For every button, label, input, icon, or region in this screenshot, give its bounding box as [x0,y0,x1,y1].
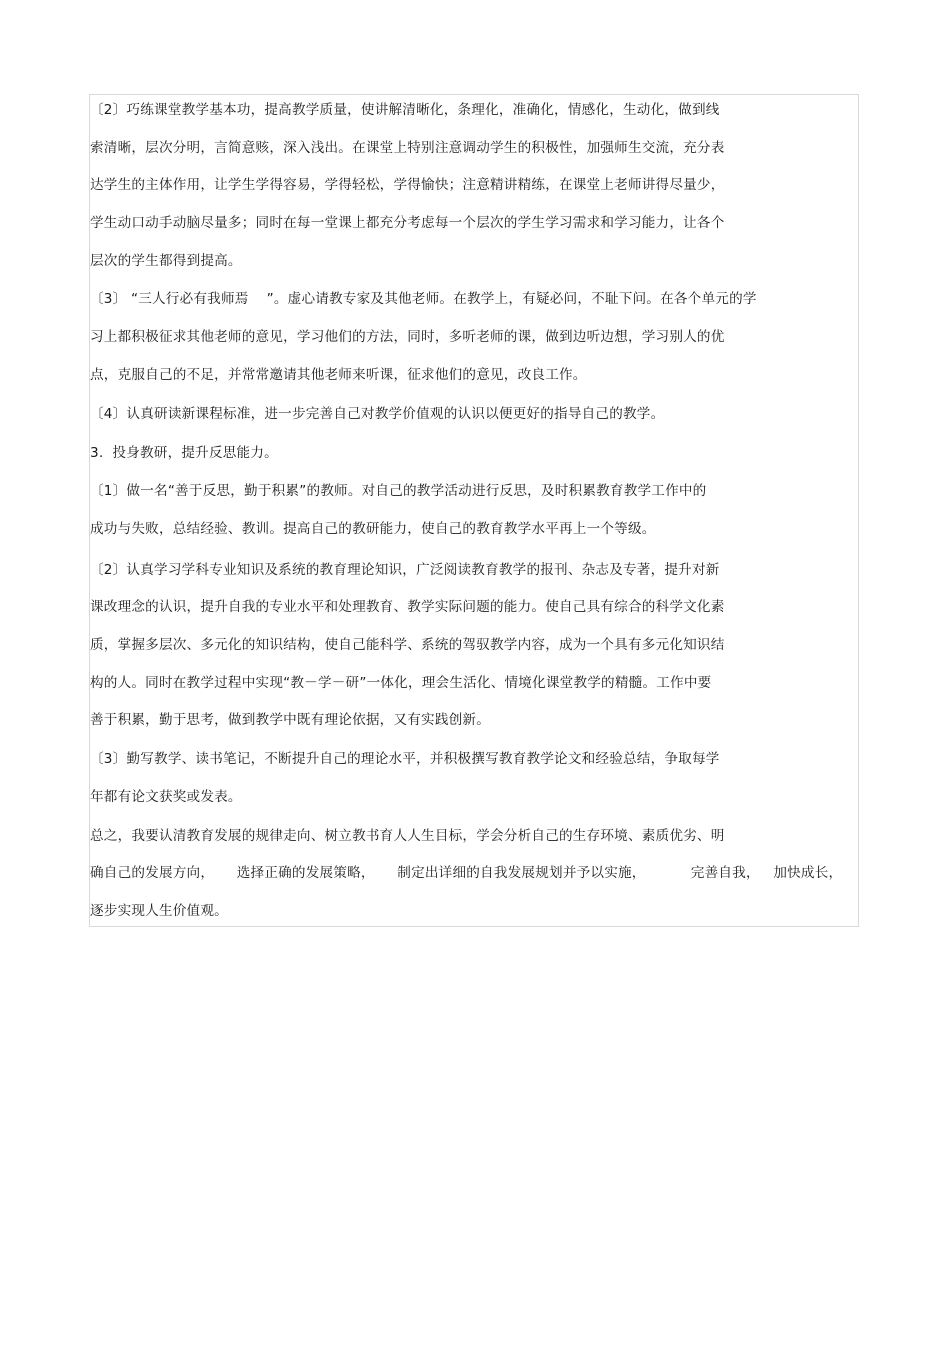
text-line: 〔3〕勤写教学、读书笔记，不断提升自己的理论水平，并积极撰写教育教学论文和经验总结，争取每学 [90,751,720,767]
text-line: 质，掌握多层次、多元化的知识结构，使自己能科学、系统的驾驭教学内容，成为一个具有多元化知识结 [90,637,725,653]
text-line: 课改理念的认识，提升自我的专业水平和处理教育、教学实际问题的能力。使自己具有综合的科学文化素 [90,599,725,615]
text-line: 〔2〕认真学习学科专业知识及系统的教育理论知识，广泛阅读教育教学的报刊、杂志及专著，提升对新 [90,562,720,578]
text-line: 3. 投身教研，提升反思能力。 [90,445,278,461]
text-line: 成功与失败，总结经验、教训。提高自己的教研能力，使自己的教育教学水平再上一个等级。 [90,521,656,537]
text-line: 年都有论文获奖或发表。 [90,789,242,805]
text-line: 点，克服自己的不足，并常常邀请其他老师来听课，征求他们的意见，改良工作。 [90,367,587,383]
text-line: 索清晰，层次分明，言简意赅，深入浅出。在课堂上特别注意调动学生的积极性，加强师生交流，充分表 [90,140,725,156]
text-line: 〔2〕巧练课堂教学基本功，提高教学质量，使讲解清晰化，条理化，准确化，情感化，生动化，做到线 [90,102,720,118]
text-line: 逐步实现人生价值观。 [90,903,228,919]
text-line: 达学生的主体作用，让学生学得容易，学得轻松，学得愉快；注意精讲精练，在课堂上老师讲得尽量少， [90,177,725,193]
text-line: 层次的学生都得到提高。 [90,253,242,269]
text-line: 习上都积极征求其他老师的意见，学习他们的方法，同时，多听老师的课，做到边听边想，学习别人的优 [90,329,725,345]
text-line: 〔4〕认真研读新课程标准，进一步完善自己对教学价值观的认识以便更好的指导自己的教学。 [90,406,665,422]
text-line: 〔1〕做一名“善于反思，勤于积累”的教师。对自己的教学活动进行反思，及时积累教育教学工作中的 [90,483,707,499]
text-line: 善于积累，勤于思考，做到教学中既有理论依据，又有实践创新。 [90,712,491,728]
text-line: 构的人。同时在教学过程中实现“教－学－研”一体化，理会生活化、情境化课堂教学的精髓。工作中要 [90,675,712,691]
text-line: 学生动口动手动脑尽量多；同时在每一堂课上都充分考虑每一个层次的学生学习需求和学习能力，让各个 [90,215,725,231]
text-line: 〔3〕 “三人行必有我师焉 ”。虚心请教专家及其他老师。在教学上，有疑必问，不耻下问。在各个单元的学 [90,291,757,307]
text-line: 确自己的发展方向， 选择正确的发展策略， 制定出详细的自我发展规划并予以实施， 完善自我， 加快成长， [90,865,843,881]
text-line: 总之，我要认清教育发展的规律走向、树立教书育人人生目标，学会分析自己的生存环境、素质优劣、明 [90,828,725,844]
